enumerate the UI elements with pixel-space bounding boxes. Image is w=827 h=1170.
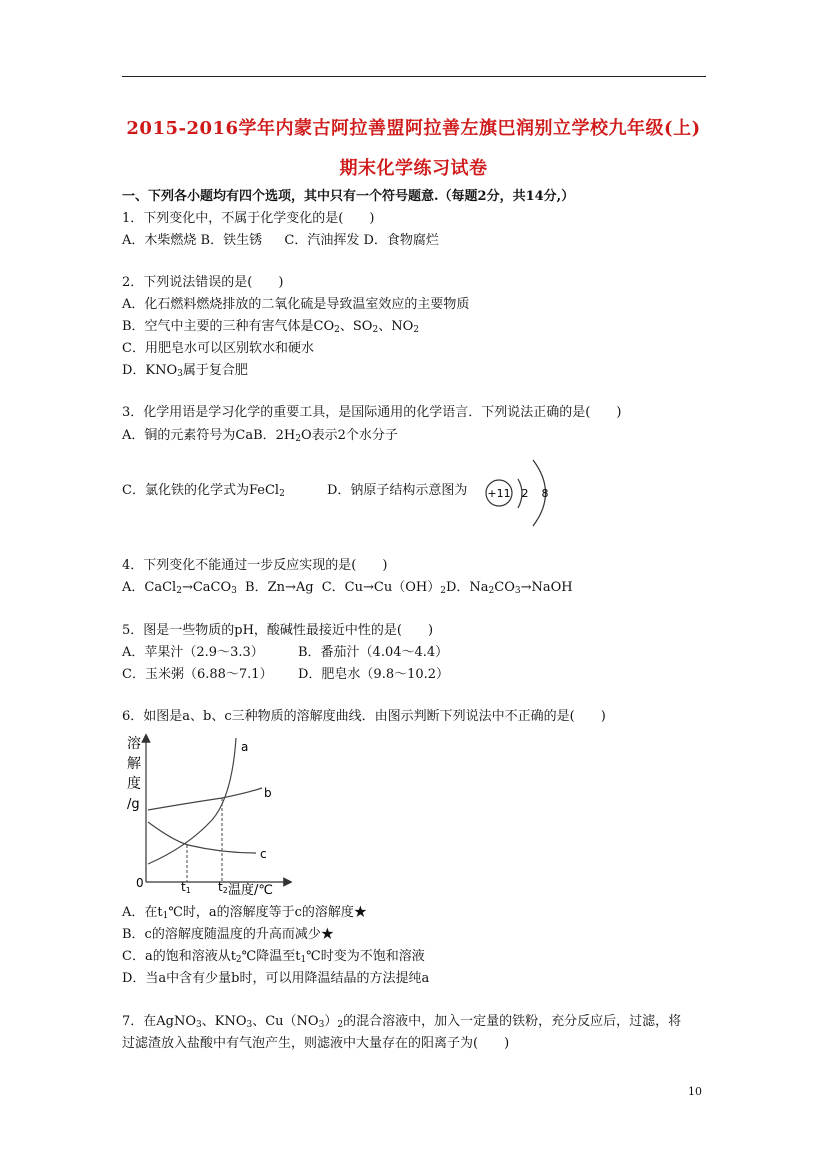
- shell-2-label: 8: [541, 487, 549, 500]
- section-heading: 一、下列各小题均有四个选项，其中只有一个符号题意.（每题2分，共14分,）: [122, 189, 575, 204]
- q5-option-c: C．玉米粥（6.88～7.1）: [122, 667, 273, 682]
- q2-option-a: A．化石燃料燃烧排放的二氧化硫是导致温室效应的主要物质: [122, 297, 470, 312]
- q7-line-2: 过滤渣放入盐酸中有气泡产生，则滤液中大量存在的阳离子为( ): [122, 1036, 510, 1051]
- curve-c-label: c: [260, 847, 267, 861]
- curve-c: [148, 822, 256, 853]
- q1-options: [122, 232, 439, 250]
- q6-option-b: B．c的溶解度随温度的升高而减少★: [122, 927, 334, 942]
- q1-option-d: D．食物腐烂: [363, 233, 439, 248]
- page-number: 10: [688, 1085, 702, 1098]
- curve-a: [148, 738, 236, 864]
- q6-stem: 6．如图是a、b、c三种物质的溶解度曲线．由图示判断下列说法中不正确的是( ): [122, 709, 606, 724]
- title-line-2: 期末化学练习试卷: [339, 158, 488, 179]
- q1-stem: 1．下列变化中，不属于化学变化的是( ): [122, 211, 375, 226]
- q5-option-a: A．苹果汁（2.9～3.3）: [122, 645, 264, 660]
- origin-label: 0: [136, 876, 144, 890]
- x-axis-label: 温度/℃: [228, 883, 273, 898]
- curve-a-label: a: [241, 740, 249, 754]
- q4-stem: 4．下列变化不能通过一步反应实现的是( ): [122, 558, 388, 573]
- curve-b-label: b: [264, 786, 272, 800]
- curve-b: [148, 788, 262, 810]
- y-label-2: 解: [127, 756, 141, 772]
- q2-option-b: B．空气中主要的三种有害气体是$CO_2$、$SO_2$、$NO_2$: [122, 319, 419, 335]
- q5-option-b: B．番茄汁（4.04～4.4）: [298, 645, 449, 660]
- y-label-1: 溶: [127, 736, 141, 752]
- q2-option-c: C．用肥皂水可以区别软水和硬水: [122, 341, 314, 356]
- q3-option-d: D．钠原子结构示意图为: [327, 483, 468, 498]
- q1-option-b: B．铁生锈: [200, 233, 263, 248]
- q5-option-d: D．肥皂水（9.8～10.2）: [298, 667, 450, 682]
- q6-option-a: A．在$t_1℃$时，a的溶解度等于c的溶解度★: [122, 905, 367, 921]
- q3-stem: 3．化学用语是学习化学的重要工具，是国际通用的化学语言．下列说法正确的是( ): [122, 405, 622, 420]
- t1-label: t1: [181, 880, 191, 895]
- q6-option-d: D．当a中含有少量b时，可以用降温结晶的方法提纯a: [122, 971, 430, 986]
- q5-stem: 5．图是一些物质的pH，酸碱性最接近中性的是( ): [122, 623, 434, 638]
- q6-option-c: C．a的饱和溶液从$t_2℃$降温至$t_1℃$时变为不饱和溶液: [122, 949, 425, 965]
- title-line-1: 2015-2016学年内蒙古阿拉善盟阿拉善左旗巴润别立学校九年级(上): [126, 118, 701, 139]
- q1-option-c: C．汽油挥发: [284, 233, 360, 248]
- q7-line-1: 7．在AgNO$_3$、$KNO_3$、$Cu(NO_3)_2$的混合溶液中，加入一定量的铁粉，充分反应后，过滤，将: [122, 1014, 682, 1030]
- q2-stem: 2．下列说法错误的是( ): [122, 275, 284, 290]
- q4-options: A．CaCl$_2$→CaCO$_3$ B．Zn→Ag C．$Cu\to Cu(OH)_2D$．$Na_2CO_3\to NaOH$: [122, 580, 573, 596]
- y-label-3: 度: [127, 776, 141, 792]
- q3-option-c: C．氯化铁的化学式为FeCl$_2$: [122, 483, 285, 499]
- q2-option-d: D．$KNO_3$属于复合肥: [122, 363, 248, 379]
- sodium-atom-diagram: [480, 452, 560, 532]
- t2-label: t2: [218, 880, 228, 895]
- header-rule: [122, 76, 706, 77]
- q3-options-ab: A．铜的元素符号为CaB．$2H_2O$表示2个水分子: [122, 428, 398, 444]
- shell-1-label: 2: [521, 487, 529, 500]
- solubility-chart: [122, 732, 292, 900]
- nucleus-label: +11: [487, 487, 511, 500]
- q1-option-a: A．木柴燃烧: [122, 233, 197, 248]
- y-label-4: /g: [127, 797, 140, 812]
